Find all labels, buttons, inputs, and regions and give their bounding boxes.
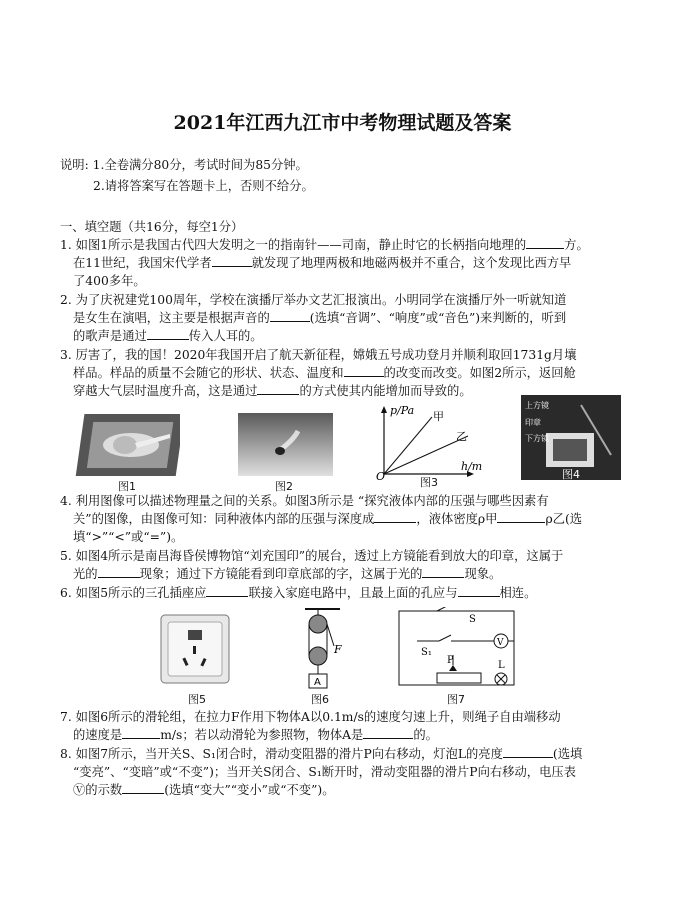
q7-text-b: m/s；若以动滑轮为参照物，物体A是 bbox=[160, 728, 364, 742]
figure-2-caption: 图2 bbox=[275, 480, 293, 493]
pulley-figure bbox=[300, 606, 350, 692]
q4-text-c: ρ乙(选 bbox=[545, 512, 583, 526]
q8-text-a: 8. 如图7所示，当开关S、S₁闭合时，滑动变阻器的滑片P向右移动，灯泡L的亮度 bbox=[60, 747, 503, 761]
answer-blank[interactable] bbox=[206, 584, 248, 597]
q8-text-b: (选填 bbox=[552, 747, 583, 761]
object-a-label: A bbox=[314, 677, 321, 688]
q2-line-1: 2. 为了庆祝建党100周年，学校在演播厅举办文艺汇报演出。小明同学在演播厅外一听就知道 bbox=[60, 293, 567, 307]
q8-line-3 bbox=[73, 781, 335, 799]
q3-text-c: 穿越大气层时温度升高，这是通过 bbox=[73, 384, 258, 398]
q3-line-3 bbox=[73, 382, 472, 400]
switch-s-label: S bbox=[469, 614, 476, 625]
q6-text-a: 6. 如图5所示的三孔插座应 bbox=[60, 586, 207, 600]
answer-blank[interactable] bbox=[458, 584, 500, 597]
q4-text-a: 关”的图像，由图像可知：同种液体内部的压强与深度成 bbox=[73, 512, 375, 526]
q3-line-1: 3. 厉害了，我的国！2020年我国开启了航天新征程，嫦娥五号成功登月并顺利取回1731g月壤 bbox=[60, 348, 577, 362]
graph-y-label: p/Pa bbox=[390, 404, 415, 417]
q2-text-b: (选填“音调”、“响度”或“音色”)来判断的，听到 bbox=[309, 311, 567, 325]
q2-text-d: 传入人耳的。 bbox=[188, 329, 263, 343]
q4-line-3: 填“>”“<”或“=”)。 bbox=[73, 530, 184, 544]
figure-6-caption: 图6 bbox=[311, 693, 329, 706]
q5-text-c: 现象。 bbox=[464, 567, 502, 581]
capsule-figure bbox=[238, 413, 333, 476]
q6-text-c: 相连。 bbox=[499, 586, 537, 600]
q7-text-a: 的速度是 bbox=[73, 728, 123, 742]
notes-line-1 bbox=[60, 156, 308, 174]
answer-blank[interactable] bbox=[147, 327, 189, 340]
page-title: 2021年江西九江市中考物理试题及答案 bbox=[173, 112, 512, 134]
q8-text-a: Ⓥ的示数 bbox=[73, 783, 123, 797]
note-2: 2.请将答案写在答题卡上，否则不给分。 bbox=[93, 179, 314, 193]
graph-x-label: h/m bbox=[461, 460, 483, 473]
q1-text-c: 在11世纪，我国宋代学者 bbox=[73, 256, 212, 270]
answer-blank[interactable] bbox=[122, 781, 164, 794]
q7-text-c: 的。 bbox=[413, 728, 438, 742]
graph-line-yi: 乙 bbox=[456, 430, 467, 443]
q5-text-b: 现象；通过下方镜能看到印章底部的字，这属于光的 bbox=[139, 567, 423, 581]
notes-label: 说明: bbox=[60, 158, 89, 172]
q1-line-3: 了400多年。 bbox=[73, 274, 146, 288]
q8-line-1 bbox=[60, 745, 582, 763]
q4-text-b: ，液体密度ρ甲 bbox=[416, 512, 498, 526]
figure-5-caption: 图5 bbox=[188, 693, 206, 706]
answer-blank[interactable] bbox=[374, 510, 416, 523]
graph-line-jia: 甲 bbox=[433, 410, 444, 423]
q4-line-2 bbox=[73, 510, 582, 528]
answer-blank[interactable] bbox=[503, 745, 553, 758]
graph-origin-label: O bbox=[376, 470, 386, 482]
answer-blank[interactable] bbox=[270, 309, 310, 322]
q1-line-1 bbox=[60, 236, 589, 254]
answer-blank[interactable] bbox=[122, 726, 160, 739]
switch-s1-label: S₁ bbox=[421, 647, 432, 658]
answer-blank[interactable] bbox=[98, 565, 140, 578]
circuit-figure bbox=[393, 607, 523, 692]
figure-3-caption: 图3 bbox=[420, 476, 438, 489]
q1-text-d: 就发现了地理两极和地磁两极并不重合，这个发现比西方早 bbox=[251, 256, 572, 270]
note-1: 1.全卷满分80分，考试时间为85分钟。 bbox=[92, 158, 308, 172]
voltmeter-label: V bbox=[497, 638, 504, 648]
figure-1-caption: 图1 bbox=[118, 480, 136, 493]
force-label: F bbox=[334, 643, 342, 656]
answer-blank[interactable] bbox=[422, 565, 464, 578]
q1-text-a: 1. 如图1所示是我国古代四大发明之一的指南针——司南，静止时它的长柄指向地理的 bbox=[60, 238, 527, 252]
slider-p-label: P bbox=[447, 655, 454, 666]
lower-mirror-label: 下方镜 bbox=[525, 434, 549, 443]
q8-line-2: “变亮”、“变暗”或“不变”)；当开关S闭合、S₁断开时，滑动变阻器的滑片P向右移动，电压表 bbox=[73, 765, 576, 779]
q5-text-a: 光的 bbox=[73, 567, 98, 581]
answer-blank[interactable] bbox=[257, 382, 299, 395]
section-heading: 一、填空题（共16分，每空1分） bbox=[60, 220, 244, 234]
q3-text-a: 样品。样品的质量不会随它的形状、状态、温度和 bbox=[73, 366, 344, 380]
q3-line-2 bbox=[73, 364, 576, 382]
q7-line-1: 7. 如图6所示的滑轮组，在拉力F作用下物体A以0.1m/s的速度匀速上升，则绳子自由端移动 bbox=[60, 710, 561, 724]
q2-text-c: 的歌声是通过 bbox=[73, 329, 147, 343]
q6-line-1 bbox=[60, 584, 536, 602]
q6-text-b: 联接入家庭电路中，且最上面的孔应与 bbox=[248, 586, 458, 600]
answer-blank[interactable] bbox=[363, 726, 413, 739]
answer-blank[interactable] bbox=[526, 236, 564, 249]
q5-line-2 bbox=[73, 565, 501, 583]
figure-4-caption: 图4 bbox=[562, 468, 580, 481]
answer-blank[interactable] bbox=[497, 510, 545, 523]
q5-line-1: 5. 如图4所示是南昌海昏侯博物馆“刘充国印”的展台，透过上方镜能看到放大的印章，这属于 bbox=[60, 549, 564, 563]
q1-line-2 bbox=[73, 254, 571, 272]
compass-sinan-figure bbox=[75, 410, 180, 478]
q2-line-2 bbox=[73, 309, 566, 327]
seal-label: 印章 bbox=[525, 418, 541, 427]
answer-blank[interactable] bbox=[212, 254, 252, 267]
q2-text-a: 是女生在演唱，这主要是根据声音的 bbox=[73, 311, 270, 325]
q4-line-1: 4. 利用图像可以描述物理量之间的关系。如图3所示是 “探究液体内部的压强与哪些因素有 bbox=[60, 494, 549, 508]
lamp-l-label: L bbox=[498, 660, 505, 671]
q8-text-b: (选填“变大”“变小”或“不变”)。 bbox=[164, 783, 335, 797]
q2-line-3 bbox=[73, 327, 263, 345]
q3-text-b: 的改变而改变。如图2所示，返回舱 bbox=[383, 366, 576, 380]
q7-line-2 bbox=[73, 726, 438, 744]
q3-text-d: 的方式使其内能增加而导致的。 bbox=[299, 384, 472, 398]
upper-mirror-label: 上方镜 bbox=[525, 401, 549, 410]
answer-blank[interactable] bbox=[344, 364, 384, 377]
socket-figure bbox=[160, 614, 230, 684]
figure-7-caption: 图7 bbox=[447, 693, 465, 706]
pressure-depth-graph bbox=[370, 402, 505, 482]
q1-text-b: 方。 bbox=[564, 238, 589, 252]
